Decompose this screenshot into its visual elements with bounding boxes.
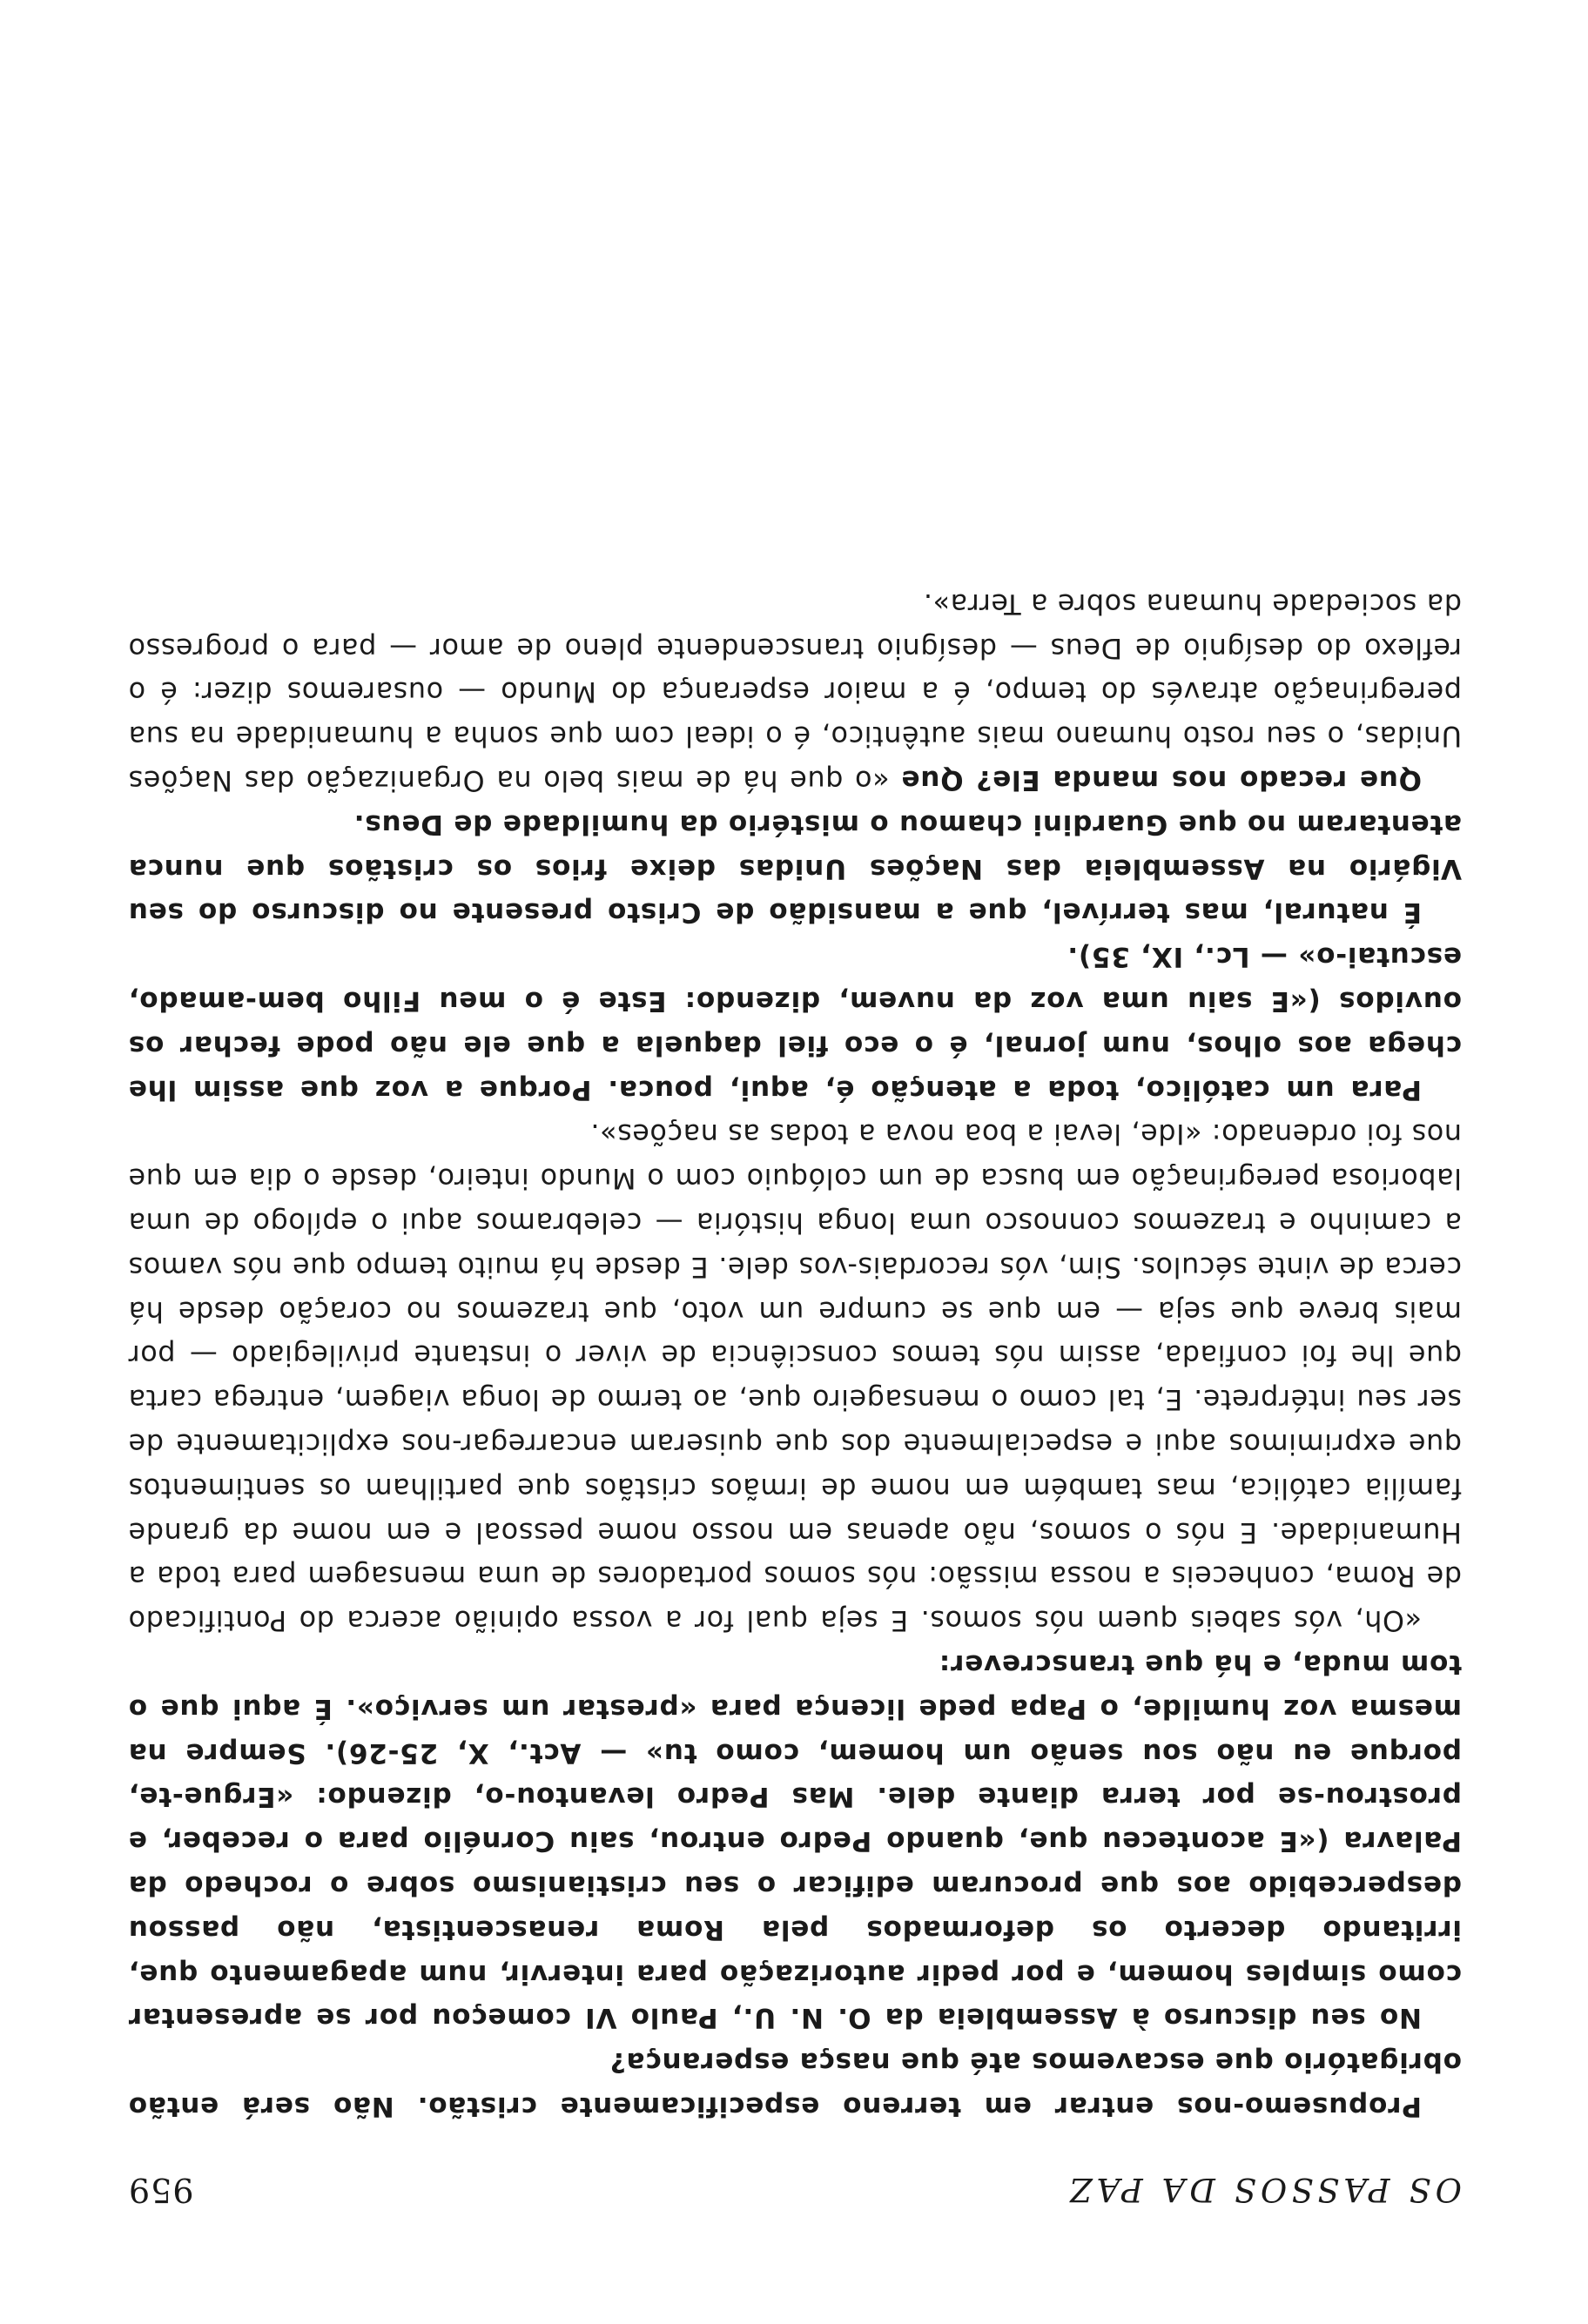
paragraph-4: Para um católico, toda a atenção é, aqui, pouca. Porque a voz que assim lhe chega aos olhos, num jornal, é o eco fiel daquela a que ele não pode fechar os ouvidos («E saiu uma voz da nuvem, dizendo: Este é o meu Filho bem-amado, escutai-o» — Lc., IX, 35). <box>128 941 1462 1105</box>
paragraph-5: É natural, mas terrível, que a mansidão de Cristo presente no discurso do seu Vigário na Assembleia das Nações Unidas deixe frios os cristãos que nunca atentaram no que Guardini chamou o mistério da humildade de Deus. <box>128 808 1462 929</box>
paragraph-1: Propusemo-nos entrar em terreno especificamente cristão. Não será então obrigatório que escavemos até que nasça esperança? <box>128 2046 1462 2122</box>
paragraph-6-lead: Que recado nos manda Ele? Que <box>900 764 1422 796</box>
page-header <box>128 2171 1462 2209</box>
paragraph-6-text: «o que há de mais belo na Organização das Nações Unidas, o seu rosto humano mais autêntico, é o ideal com que sonha a humanidade na sua peregrinação através do tempo, é a maior esperança do Mundo — ousaremos dizer: é o reflexo do desígnio de Deus — desígnio transcendente pleno de amor — para o progresso da sociedade humana sobre a Terra». <box>128 587 1462 797</box>
page-body <box>128 581 1462 2128</box>
paragraph-6 <box>128 581 1462 802</box>
quotation-paragraph: «Oh, vós sabeis quem nós somos. E seja qual for a vossa opinião acerca do Pontificado de Roma, conheceis a nossa missão: nós somos portadores de uma mensagem para toda a Humanidade. E nós o somos, não apenas em nosso nome pessoal e em nome da grande família católica, mas também em nome de irmãos cristãos que partilham os sentimentos que exprimimos aqui e especialmente dos que quiseram encarregar-nos explicitamente de ser seu intérprete. E, tal como o mensageiro que, ao termo de longa viagem, entrega carta que lhe foi confiada, assim nós temos consciência de viver o instante privilegiado — por mais breve que seja — em que se cumpre um voto, que trazemos no coração desde há cerca de vinte séculos. Sim, vós recordais-vos dele. E desde há muito tempo que nós vamos a caminho e trazemos connosco uma longa história — celebramos aqui o epílogo de uma laboriosa peregrinação em busca de um colóquio com o Mundo inteiro, desde o dia em que nos foi ordenado: «Ide, levai a boa nova a todas as nações». <box>128 1118 1462 1637</box>
page-number: 959 <box>128 2171 194 2209</box>
running-title: OS PASSOS DA PAZ <box>1065 2171 1462 2208</box>
paragraph-2: No seu discurso à Assembleia da O. N. U., Paulo VI começou por se apresentar como simples homem, e por pedir autorização para intervir, num apagamento que, irritando decerto os deformados pela Roma renascentista, não passou despercebido aos que procuram edificar o seu cristianismo sobre o rochedo da Palavra («E aconteceu que, quando Pedro entrou, saiu Cornélio para o receber, e prostrou-se por terra diante dele. Mas Pedro levantou-o, dizendo: «Ergue-te, porque eu não sou senão um homem, como tu» — Act., X, 25-26). Sempre na mesma voz humilde, o Papa pede licença para «prestar um serviço». É aqui que o tom muda, e há que transcrever: <box>128 1649 1462 2034</box>
